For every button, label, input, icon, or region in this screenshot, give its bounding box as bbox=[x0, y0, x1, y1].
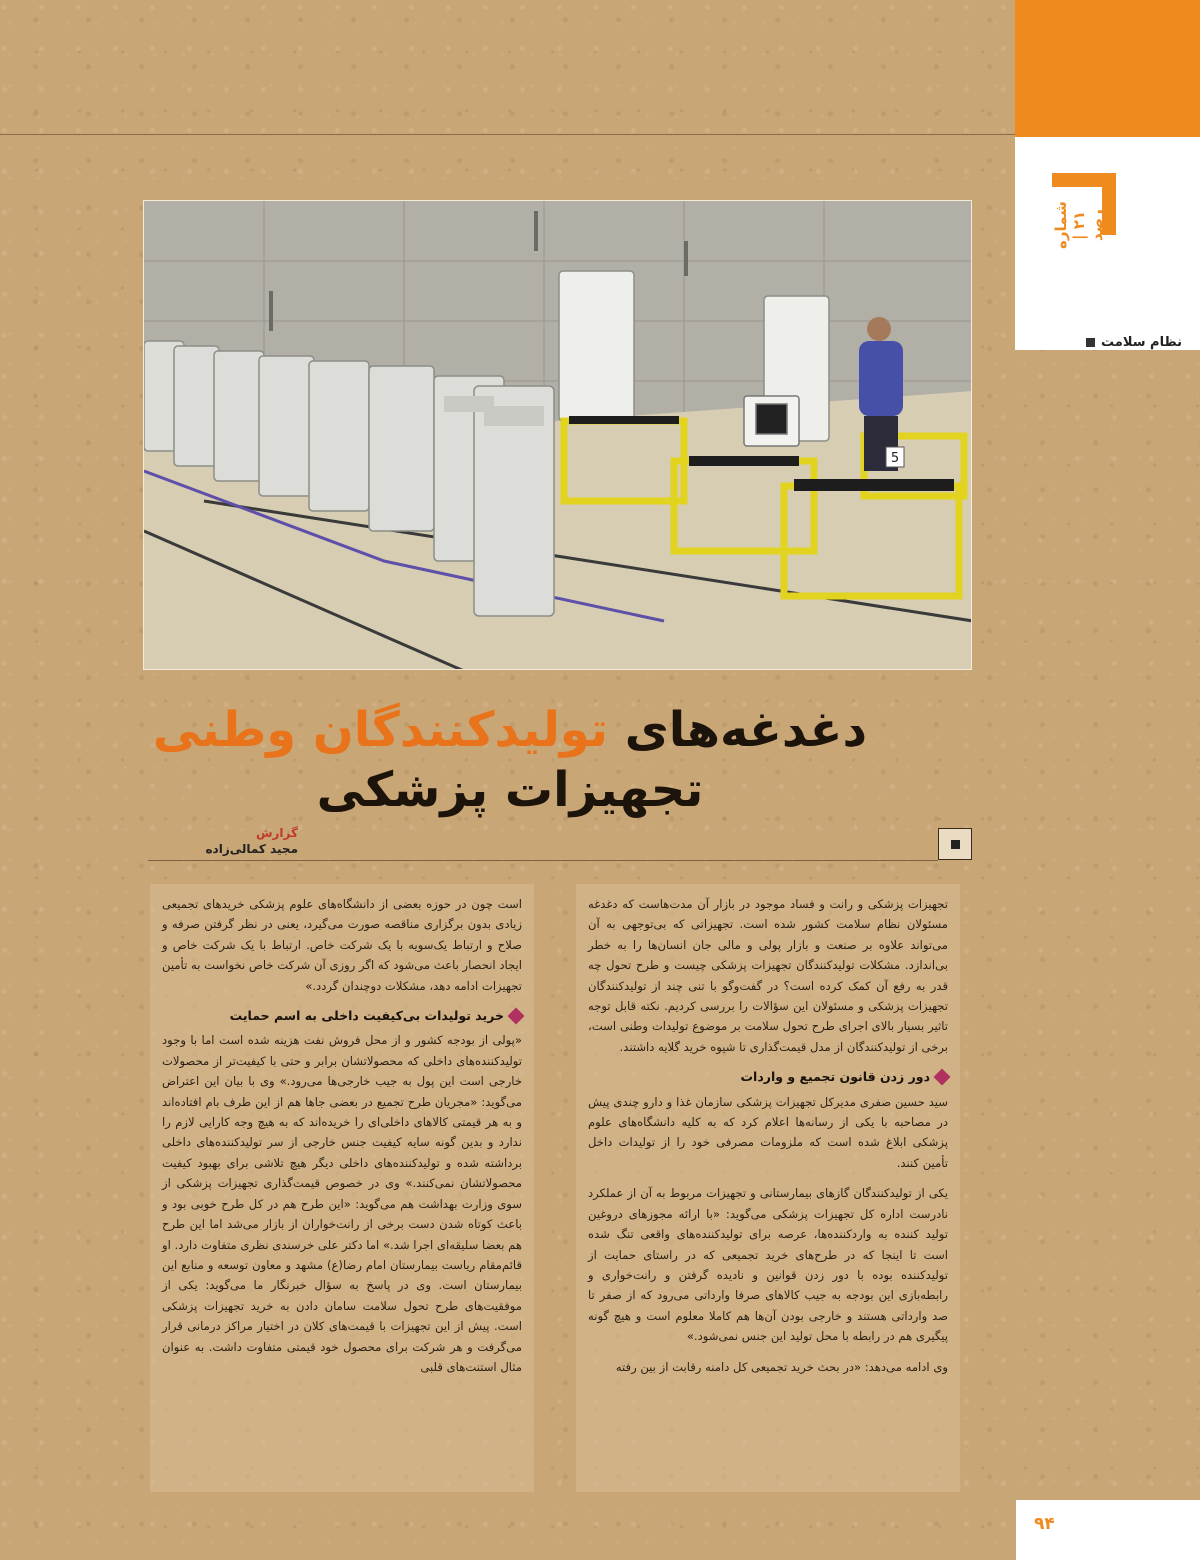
square-bullet-icon bbox=[1086, 338, 1095, 347]
section-label bbox=[1086, 335, 1182, 350]
diamond-bullet-icon bbox=[508, 1008, 525, 1025]
byline-divider bbox=[148, 860, 938, 861]
section-name: نظام سلامت bbox=[1101, 335, 1182, 350]
headline-accent: تولیدکنندگان وطنی bbox=[152, 702, 609, 758]
top-rule bbox=[0, 134, 1015, 135]
paragraph: وی ادامه می‌دهد: «در بحث خرید تجمیعی کل دامنه رقابت از بین رفته bbox=[615, 1359, 948, 1374]
headline-line2: تجهیزات پزشکی bbox=[316, 762, 704, 818]
issue-label: شماره ۲۱ | رصد bbox=[1052, 201, 1106, 249]
headline-prefix: دغدغه‌های bbox=[608, 702, 868, 758]
headline-line1 bbox=[150, 700, 870, 760]
header-orange-block bbox=[1015, 0, 1200, 137]
diamond-bullet-icon bbox=[934, 1069, 951, 1086]
factory-photo bbox=[143, 200, 972, 670]
paragraph: است چون در حوزه بعضی از دانشگاه‌های علوم پزشکی خریدهای تجمیعی زیادی بدون برگزاری مناقصه صورت می‌گیرد، یعنی در نظر گرفتن صرفه و صلاح و ارتباط یک‌سویه با یک شرکت خاص. ارتباط با یک شرکت خاص و ایجاد انحصار باعث می‌شود که اگر روزی آن شرکت خاص نخواست به تأمین تجهیزات ادامه دهد، مشکلات دوچندان گردد.» bbox=[162, 897, 522, 993]
article-column-right bbox=[576, 884, 960, 1492]
paragraph: سید حسین صفری مدیرکل تجهیزات پزشکی سازمان غذا و دارو چندی پیش در مصاحبه با یکی از رسانه‌ها اعلام کرد که به کلیه دانشگاه‌های علوم پزشکی ابلاغ شده است که ملزومات مصرفی خود را از تولیدات داخل تأمین کنند. bbox=[588, 1094, 948, 1170]
issue-logo bbox=[1052, 173, 1116, 257]
page-number: ۹۴ bbox=[1034, 1514, 1055, 1534]
subheading: دور زدن قانون تجمیع و واردات bbox=[588, 1067, 948, 1087]
byline bbox=[148, 826, 298, 856]
paragraph: یکی از تولیدکنندگان گازهای بیمارستانی و تجهیزات مربوط به آن از عملکرد نادرست اداره کل تجهیزات پزشکی می‌گوید: «با ارائه مجوزهای دروغین تولید کننده به واردکننده‌ها، عرصه برای تولیدکننده‌های واقعی تنگ شده است تا اینجا که در طرح‌های خرید تجمیعی که در راستای حمایت از تولیدکننده بوده با دور زدن قوانین و نادیده گرفتن و رانت‌خواری و رابطه‌بازی این بودجه به جیب کالاهای صرفا وارداتی می‌رود که از صفر تا صد وارداتی هستند و خارجی بودن آن‌ها هم کاملا معلوم است و هیچ گونه پیگیری هم در رابطه با محل تولید این جنس نمی‌شود.» bbox=[588, 1186, 948, 1344]
section-tab bbox=[1015, 137, 1200, 350]
paragraph: «پولی از بودجه کشور و از محل فروش نفت هزینه شده است اما با وجود تولیدکننده‌های داخلی که محصولاتشان برابر و حتی با کیفیت‌تر از محصولات خارجی است این پول به جیب خارجی‌ها می‌رود.» وی با بیان این اعتراض می‌گوید: «مجریان طرح تجمیع در بعضی جاها هم از این طرف بام افتاده‌اند و به هر قیمتی کالاهای داخلی‌ای را خریده‌اند که به هیچ وجه کارایی لازم را ندارد و بدین گونه سایه کیفیت جنس خارجی از سر تولیدکننده‌های داخلی برداشته شده و تولیدکننده‌های داخلی دیگر هیچ تلاشی برای بهبود کیفیت محصولاتشان نمی‌کنند.» وی در خصوص قیمت‌گذاری تجهیزات پزشکی از سوی وزارت بهداشت هم می‌گوید: «این طرح هم در کل طرح خوبی بود و باعث کوتاه شدن دست برخی از رانت‌خواران از بازار می‌شد اما این طرح هم بعضا سلیقه‌ای اجرا شد.» اما دکتر علی خرسندی نظری متفاوت دارد. او قائم‌مقام ریاست بیمارستان امام رضا(ع) مشهد و معاون توسعه و منابع این بیمارستان است. وی در پاسخ به سؤال خبرنگار ما می‌گوید: یکی از موفقیت‌های طرح تحول سلامت سامان دادن به خرید تجهیزات پزشکی است. پیش از این تجهیزات با قیمت‌های کلان در اختیار مراکز درمانی قرار می‌گرفت و هر شرکت برای محصول خود قیمتی متفاوت داشت. به عنوان مثال استنت‌های قلبی bbox=[162, 1033, 522, 1374]
article-column-left bbox=[150, 884, 534, 1492]
byline-marker-icon bbox=[938, 828, 972, 860]
cart-number-label: 5 bbox=[890, 451, 900, 466]
author-name: مجید کمالی‌زاده bbox=[205, 842, 298, 856]
article-headline bbox=[150, 700, 870, 820]
page-number-tab bbox=[1016, 1500, 1200, 1560]
subheading: خرید تولیدات بی‌کیفیت داخلی به اسم حمایت bbox=[162, 1006, 522, 1026]
factory-photo-illustration bbox=[144, 201, 972, 670]
paragraph: تجهیزات پزشکی و رانت و فساد موجود در بازار آن مدت‌هاست که دغدغه مسئولان نظام سلامت کشور شده است. تجهیزاتی که بی‌توجهی به آن می‌تواند علاوه بر صنعت و بازار پولی و مالی جان انسان‌ها را به خطر بی‌اندازد. مشکلات تولیدکنندگان تجهیزات پزشکی چیست و طرح تحول چه قدر به رفع آن کمک کرده است؟ در گفت‌وگو با تنی چند از تولیدکنندگان تجهیزات پزشکی و مسئولان این سؤالات را بررسی کردیم. نکته قابل توجه تاثیر بسیار بالای اجرای طرح تحول سلامت بر موضوع تولیدات وطنی است، برخی از تولیدکنندگان از مدل قیمت‌گذاری تا شیوه خرید گلایه داشتند. bbox=[588, 897, 948, 1054]
article-type: گزارش bbox=[255, 826, 298, 840]
